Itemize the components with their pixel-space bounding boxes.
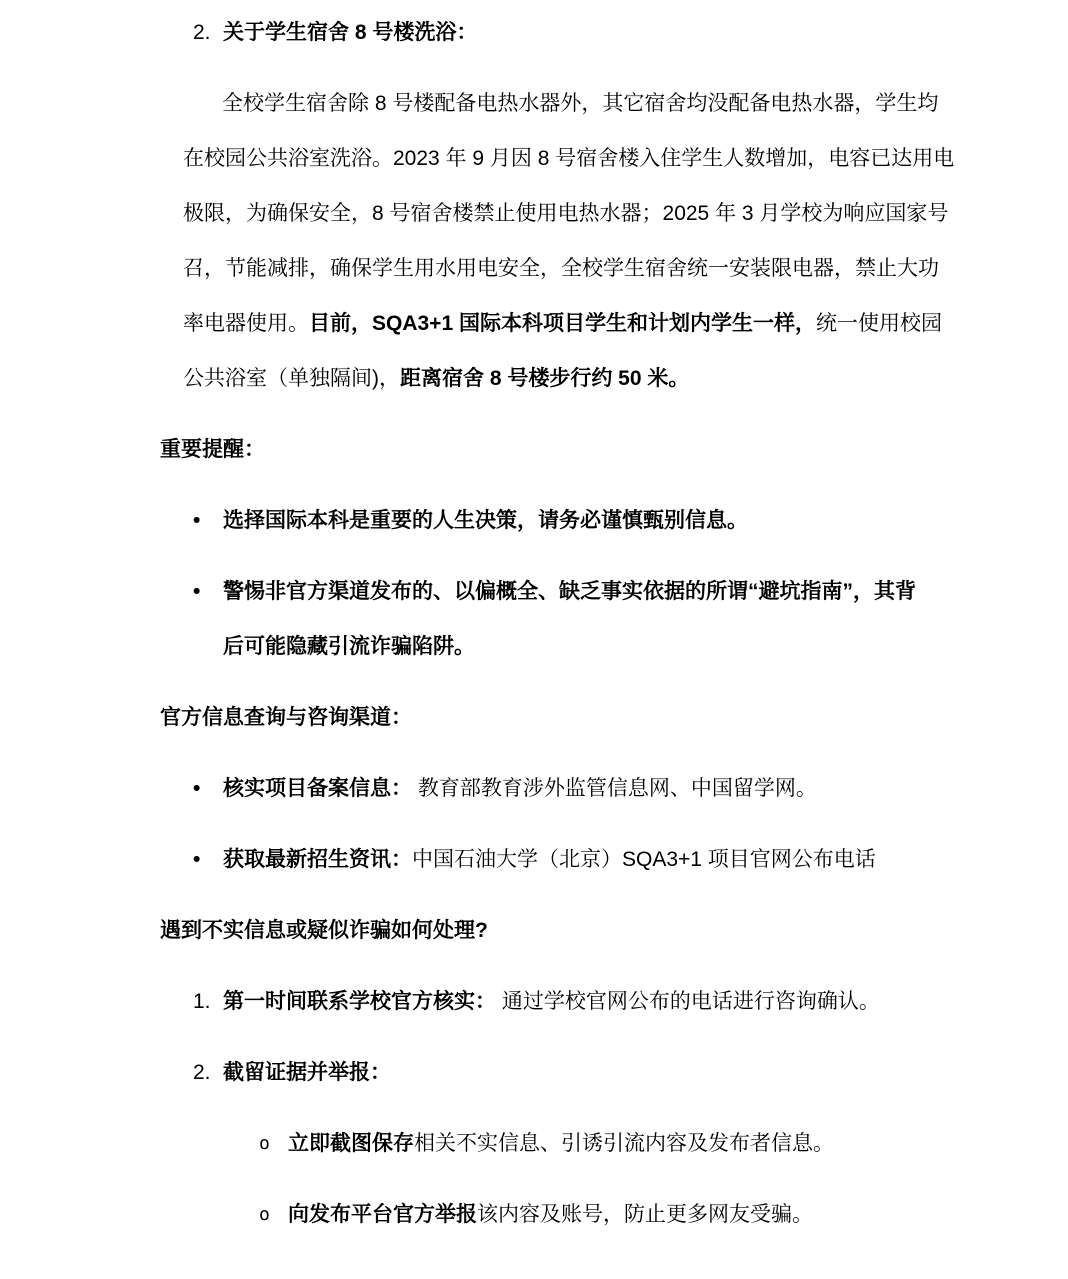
line-6-regular: 公共浴室（单独隔间)， [183,367,400,390]
section-heading-channels: 官方信息查询与咨询渠道： [160,706,412,729]
handling-step-2-label: 截留证据并举报： [223,1061,391,1084]
channels-bullet-1-label: 核实项目备案信息： [223,777,412,800]
line-5-regular-tail: 统一使用校园 [815,312,942,335]
reminder-bullet-2-line-2: 后可能隐藏引流诈骗陷阱。 [223,635,475,658]
handling-sub-item-2-text [288,1187,813,1242]
paragraph-line-3: 极限，为确保安全，8 号宿舍楼禁止使用电热水器；2025 年 3 月学校为响应国家号 [183,202,949,225]
handling-sub-item-1-value: 相关不实信息、引诱引流内容及发布者信息。 [414,1132,834,1155]
handling-step-1 [193,974,1068,1029]
line-5-bold: 目前，SQA3+1 国际本科项目学生和计划内学生一样， [309,312,816,335]
channels-bullet-2-text [223,832,876,887]
section-heading-handling: 遇到不实信息或疑似诈骗如何处理? [160,919,488,942]
handling-sub-item-1 [259,1116,1068,1171]
reminder-bullet-1-text: 选择国际本科是重要的人生决策，请务必谨慎甄别信息。 [223,509,748,532]
handling-step-1-value: 通过学校官网公布的电话进行咨询确认。 [496,990,880,1013]
numbered-item-marker: 2. [193,21,211,44]
numbered-item-marker: 2. [193,1061,211,1084]
paragraph-line-4 [183,241,945,296]
handling-step-1-label: 第一时间联系学校官方核实： [223,990,496,1013]
paragraph-line-2: 在校园公共浴室洗浴。2023 年 9 月因 8 号宿舍楼入住学生人数增加，电容已达用电 [183,147,955,170]
channels-bullet-2-value: 中国石油大学（北京）SQA3+1 项目官网公布电话 [412,848,876,871]
channels-bullet-1 [193,761,1068,816]
bullet-icon: • [193,848,201,871]
reminder-bullet-1 [193,493,1068,548]
handling-sub-item-2-value: 该内容及账号，防止更多网友受骗。 [477,1203,813,1226]
bullet-icon: • [193,777,201,800]
paragraph-line-4-text: 召，节能减排，确保学生用水用电安全，全校学生宿舍统一安装限电器，禁止大功 [183,257,939,280]
handling-sub-item-1-text [288,1116,834,1171]
handling-step-2 [193,1045,1068,1100]
dorm-bath-paragraph [183,76,955,406]
paragraph-line-1: 全校学生宿舍除 8 号楼配备电热水器外，其它宿舍均没配备电热水器，学生均 [222,92,939,115]
numbered-item-dorm-bath [193,5,1068,60]
line-5-regular: 率电器使用。 [183,312,309,335]
channels-bullet-2 [193,832,1068,887]
bullet-icon: • [193,580,201,603]
channels-bullet-1-text [223,761,817,816]
circle-bullet-icon: o [259,1204,270,1225]
paragraph-line-6 [183,351,945,406]
section-heading-reminder: 重要提醒： [160,438,265,461]
handling-sub-item-2-label: 向发布平台官方举报 [288,1203,477,1226]
handling-step-1-text [223,974,880,1029]
dorm-bath-heading: 关于学生宿舍 8 号楼洗浴： [223,21,478,44]
reminder-bullet-2-line-1: 警惕非官方渠道发布的、以偏概全、缺乏事实依据的所谓“避坑指南”，其背 [223,580,916,603]
circle-bullet-icon: o [259,1133,270,1154]
line-6-bold: 距离宿舍 8 号楼步行约 50 米。 [400,367,690,390]
reminder-bullet-2 [193,564,1068,674]
handling-sub-item-2 [259,1187,1068,1242]
channels-bullet-2-label: 获取最新招生资讯： [223,848,412,871]
numbered-item-marker: 1. [193,990,211,1013]
channels-bullet-1-value: 教育部教育涉外监管信息网、中国留学网。 [412,777,817,800]
handling-sub-item-1-label: 立即截图保存 [288,1132,414,1155]
paragraph-line-5 [183,296,945,351]
bullet-icon: • [193,509,201,532]
reminder-bullet-2-text [223,564,916,674]
